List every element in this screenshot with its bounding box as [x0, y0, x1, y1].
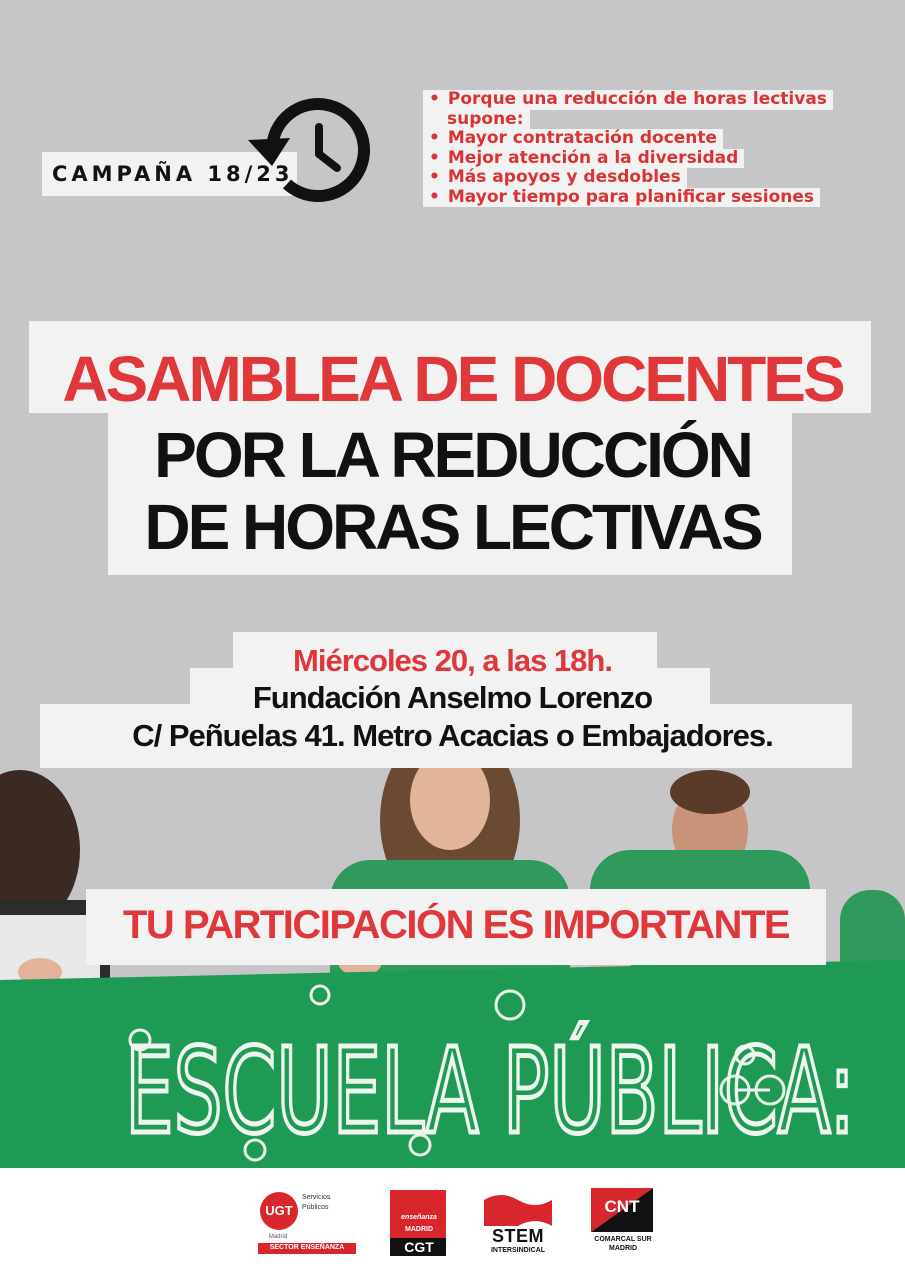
- participation-callout: TU PARTICIPACIÓN ES IMPORTANTE: [122, 903, 790, 947]
- campaign-label: CAMPAÑA 18/23: [52, 162, 294, 186]
- ugt-logo: [258, 1188, 358, 1258]
- ugt-sub2: Públicos: [302, 1204, 329, 1211]
- stem-flag-icon: [484, 1190, 552, 1226]
- cgt-mark: CGT: [404, 1239, 434, 1255]
- stem-sub: INTERSINDICAL: [490, 1247, 546, 1254]
- event-place: Fundación Anselmo Lorenzo: [252, 680, 653, 715]
- reasons-intro-line2: supone:: [423, 110, 530, 130]
- headline-line1: ASAMBLEA DE DOCENTES: [62, 343, 843, 415]
- headline-line3: DE HORAS LECTIVAS: [144, 491, 761, 563]
- reason-item: • Más apoyos y desdobles: [423, 168, 687, 188]
- cgt-top: enseñanza: [401, 1214, 437, 1221]
- stem-mark: STEM: [491, 1226, 544, 1246]
- reasons-intro-line1: • Porque una reducción de horas lectivas: [423, 90, 833, 110]
- headline-line2: POR LA REDUCCIÓN: [154, 419, 751, 491]
- reasons-list: [423, 90, 863, 207]
- history-clock-icon: [240, 88, 378, 210]
- sponsor-logos: [0, 1168, 905, 1280]
- event-date: Miércoles 20, a las 18h.: [293, 643, 612, 678]
- reason-item: • Mejor atención a la diversidad: [423, 149, 744, 169]
- reason-item: • Mayor tiempo para planificar sesiones: [423, 188, 820, 208]
- cnt-mark: CNT: [604, 1197, 640, 1216]
- ugt-sub1: Servicios: [302, 1194, 331, 1201]
- cnt-sub2: MADRID: [609, 1245, 637, 1252]
- reason-item: • Mayor contratación docente: [423, 129, 723, 149]
- ugt-sector: SECTOR ENSEÑANZA: [269, 1244, 345, 1251]
- banner-text: ESCUELA PÚBLICA:: [125, 1022, 855, 1160]
- cnt-sub1: COMARCAL SUR: [594, 1236, 652, 1243]
- cnt-logo: [588, 1188, 658, 1258]
- cgt-mid: MADRID: [405, 1226, 433, 1233]
- event-address: C/ Peñuelas 41. Metro Acacias o Embajadores.: [132, 718, 773, 753]
- stem-logo: [478, 1188, 558, 1258]
- ugt-mark: UGT: [265, 1203, 293, 1218]
- cgt-logo: [390, 1188, 448, 1258]
- ugt-region: Madrid: [268, 1234, 288, 1240]
